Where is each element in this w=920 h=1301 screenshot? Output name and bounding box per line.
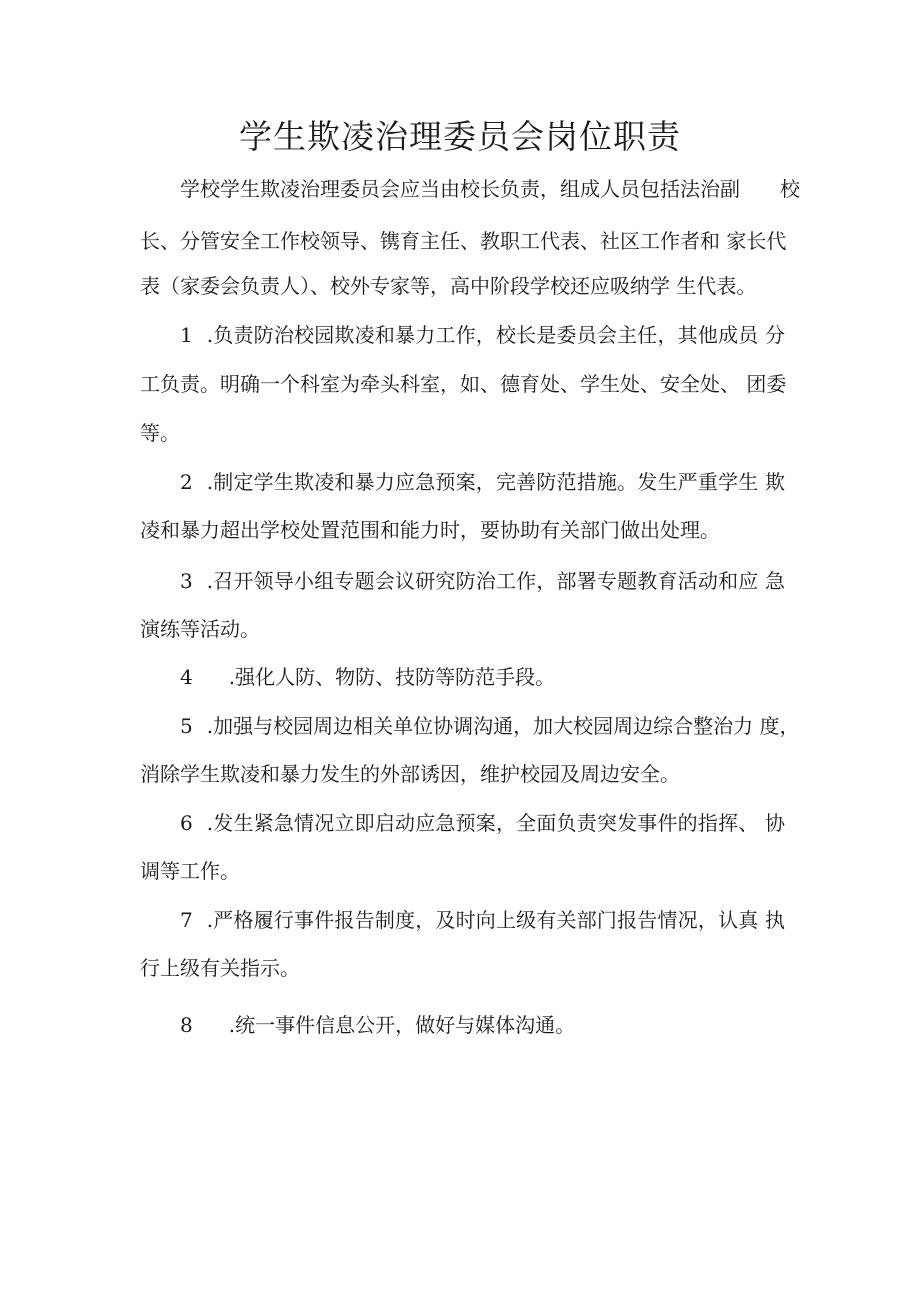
item-1-line-3: 等。 <box>140 421 180 445</box>
item-4-line-1 <box>180 662 785 692</box>
item-1-text: .负责防治校园欺凌和暴力工作，校长是委员会主任，其他成员 分 <box>206 323 785 347</box>
item-1-line-2: 工负责。明确一个科室为牵头科室，如、德育处、学生处、安全处、 团委 <box>140 372 787 396</box>
item-6-line-2: 调等工作。 <box>140 859 240 883</box>
item-7-text: .严格履行事件报告制度，及时向上级有关部门报告情况，认真 执 <box>206 908 785 932</box>
item-4-number: 4 <box>180 665 193 689</box>
item-1-number: 1 <box>180 323 193 347</box>
item-5-line-1 <box>180 711 800 741</box>
item-3-text: .召开领导小组专题会议研究防治工作，部署专题教育活动和应 急 <box>206 569 785 593</box>
document-title: 学生欺凌治理委员会岗位职责 <box>239 117 681 156</box>
item-8-text: .统一事件信息公开，做好与媒体沟通。 <box>228 1013 576 1037</box>
intro-line-3: 表（家委会负责人）、校外专家等，高中阶段学校还应吸纳学 生代表。 <box>140 274 757 298</box>
item-6-text: .发生紧急情况立即启动应急预案，全面负责突发事件的指挥、 协 <box>206 811 785 835</box>
item-3-line-1 <box>180 566 785 596</box>
item-8-number: 8 <box>180 1013 193 1037</box>
item-2-text: .制定学生欺凌和暴力应急预案，完善防范措施。发生严重学生 欺 <box>206 470 785 494</box>
item-2-line-2: 凌和暴力超出学校处置范围和能力时，要协助有关部门做出处理。 <box>140 518 720 542</box>
item-3-line-2: 演练等活动。 <box>140 617 260 641</box>
item-7-line-1 <box>180 905 785 935</box>
intro-line-2: 长、分管安全工作校领导、镌育主任、教职工代表、社区工作者和 家长代 <box>140 229 787 253</box>
item-6-line-1 <box>180 808 785 838</box>
intro-line-1: 学校学生欺凌治理委员会应当由校长负责，组成人员包括法治副 校 <box>180 177 800 201</box>
item-7-number: 7 <box>180 908 193 932</box>
item-5-text: .加强与校园周边相关单位协调沟通，加大校园周边综合整治力 度， <box>206 714 800 738</box>
item-3-number: 3 <box>180 569 193 593</box>
item-8-line-1 <box>180 1010 785 1040</box>
item-7-line-2: 行上级有关指示。 <box>140 956 300 980</box>
item-2-number: 2 <box>180 470 193 494</box>
item-5-line-2: 消除学生欺凌和暴力发生的外部诱因，维护校园及周边安全。 <box>140 762 680 786</box>
item-1-line-1 <box>180 320 785 350</box>
item-5-number: 5 <box>180 714 193 738</box>
item-4-text: .强化人防、物防、技防等防范手段。 <box>228 665 556 689</box>
item-2-line-1 <box>180 467 785 497</box>
item-6-number: 6 <box>180 811 193 835</box>
